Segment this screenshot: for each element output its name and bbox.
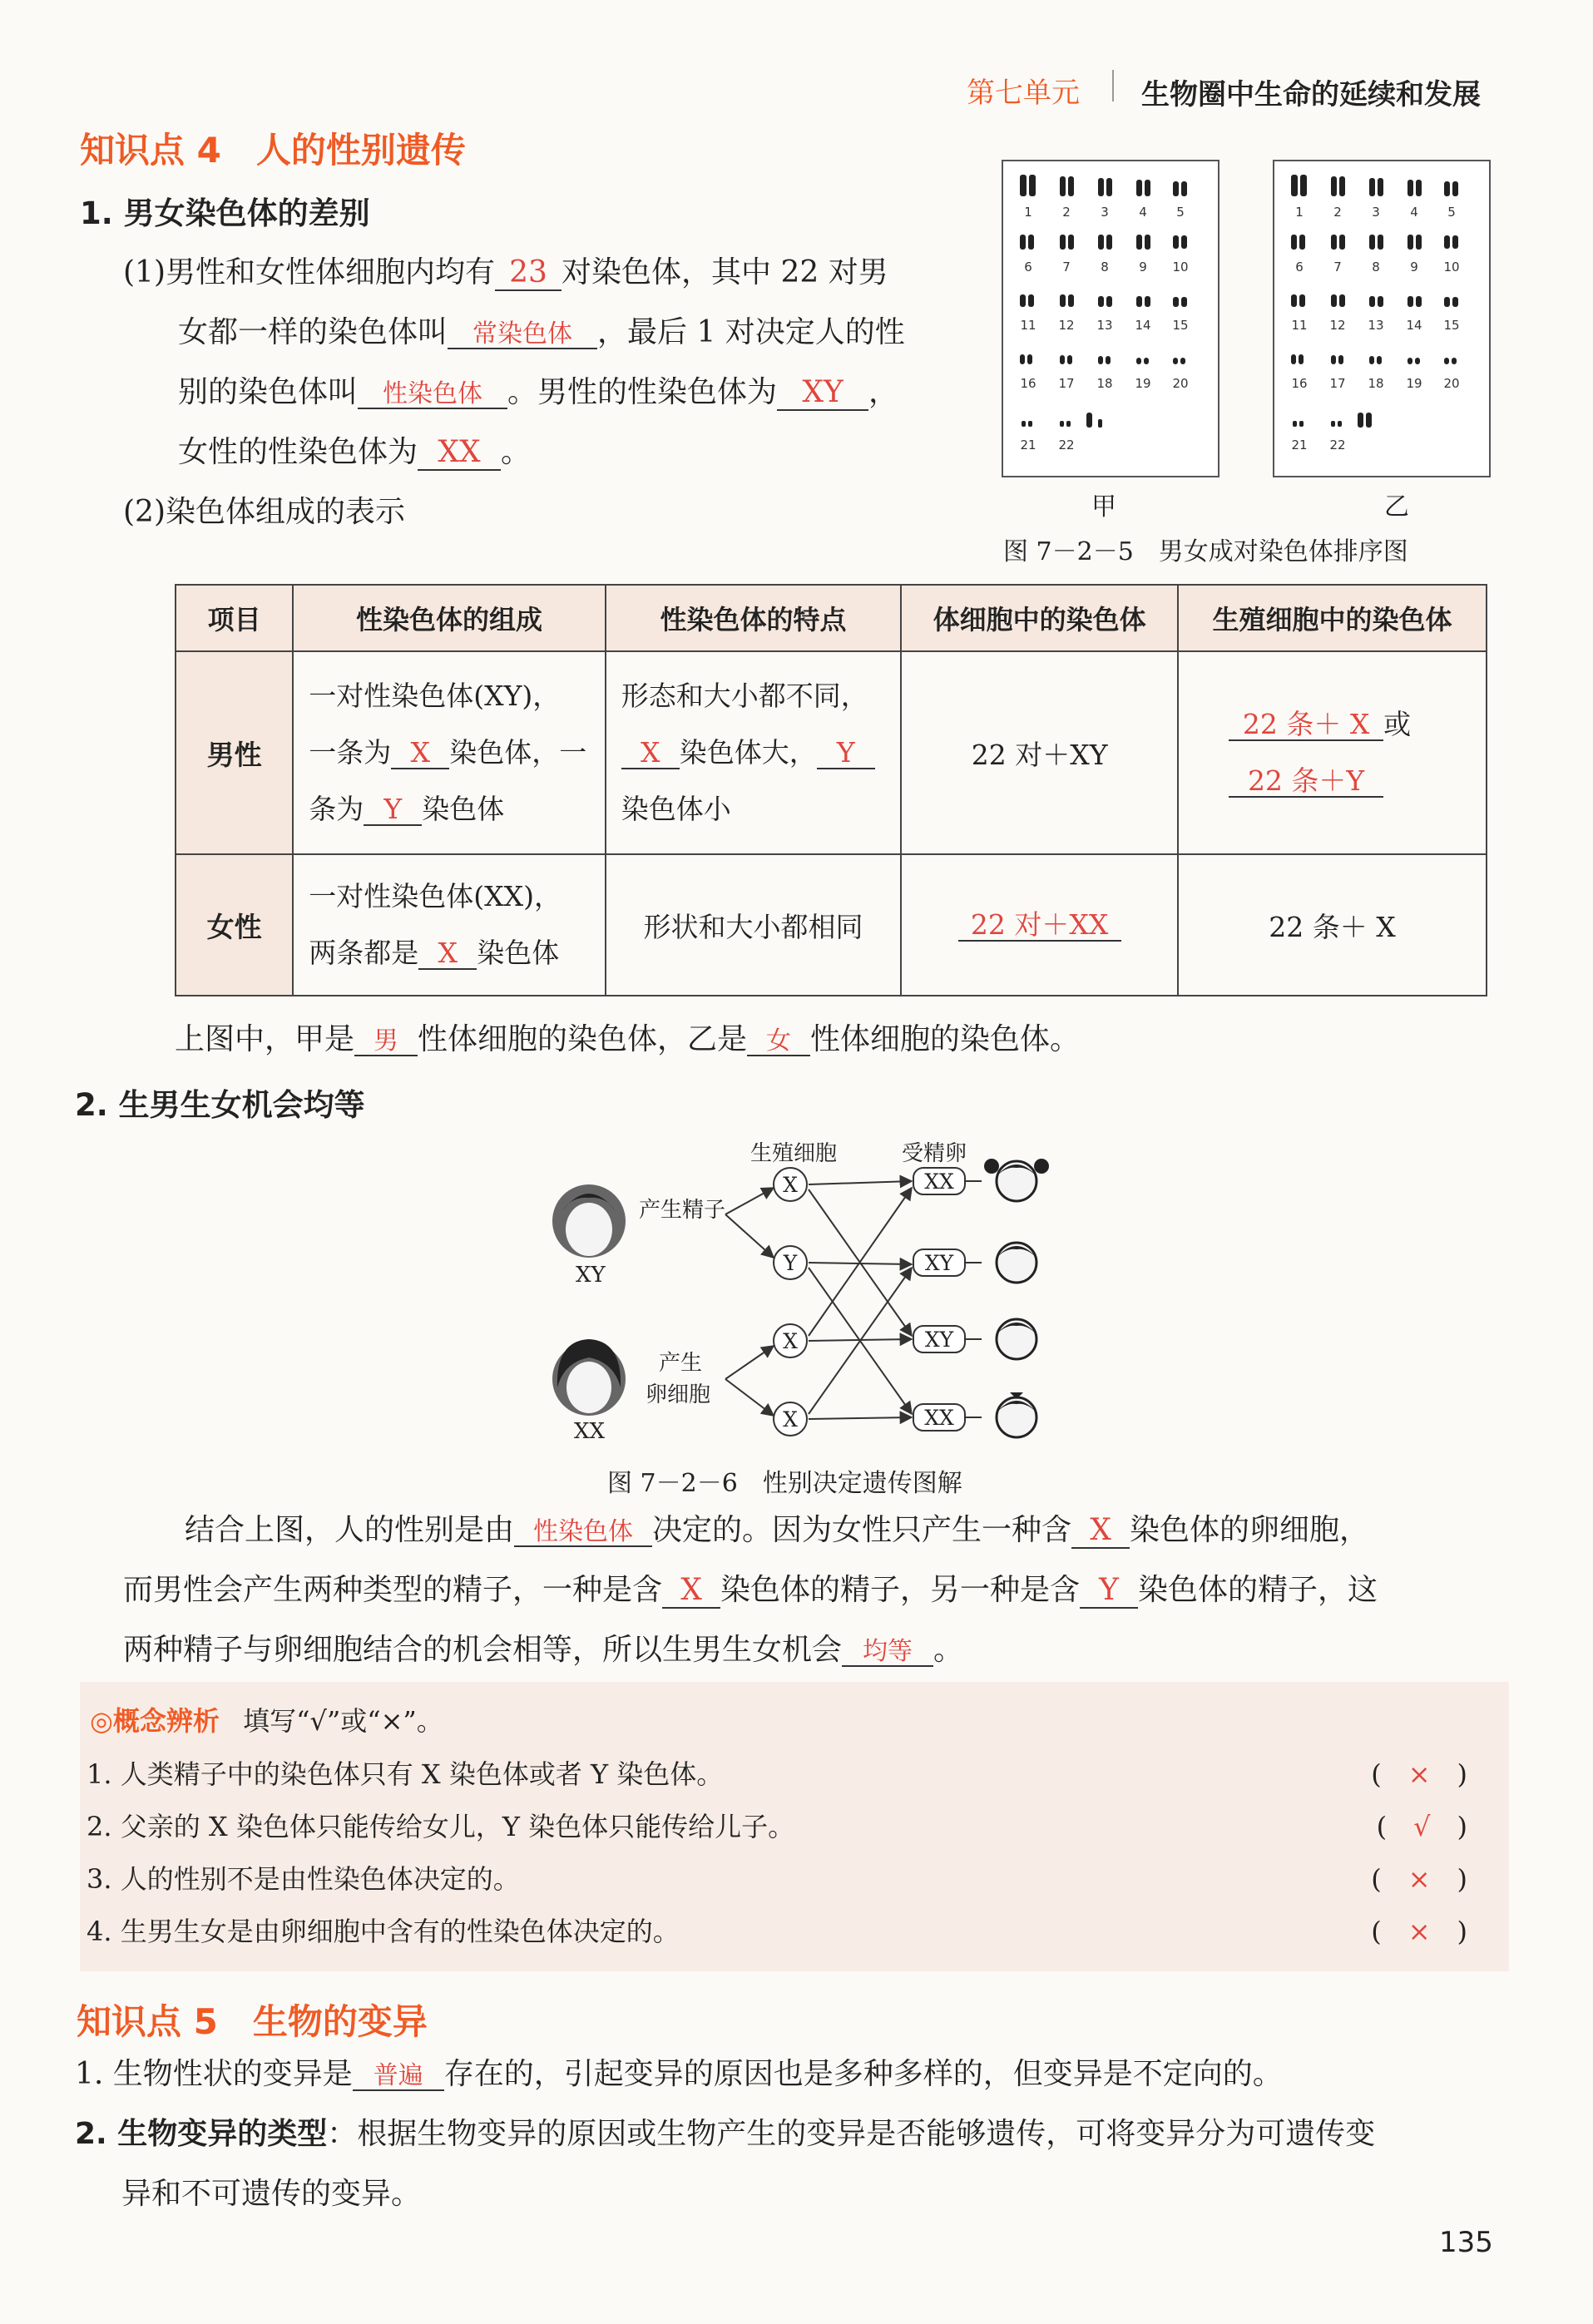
svg-text:16: 16 [1291,376,1308,391]
svg-text:22: 22 [1058,438,1075,452]
blank-xx: XX [418,436,501,471]
child-face-icons [984,1159,1049,1437]
zygote-3: XY [924,1328,954,1352]
svg-text:10: 10 [1172,260,1189,274]
row-label-female: 女性 [176,854,293,996]
blank-23: 23 [495,256,562,291]
svg-text:22: 22 [1329,438,1346,452]
table-row-female [176,854,1487,996]
svg-text:19: 19 [1406,376,1422,391]
female-somatic: 22 对＋XX [901,854,1178,996]
svg-text:3: 3 [1101,205,1109,220]
karyotype-female-panel [1273,160,1491,477]
kp4-section2-heading: 2. 生男生女机会均等 [75,1087,365,1123]
svg-text:16: 16 [1020,376,1036,391]
kp4-paragraph3: 结合上图，人的性别是由 性染色体 决定的。因为女性只产生一种含 X 染色体的卵细胞， 而男性会产生两种类型的精子，一种是含 X 染色体的精子，另一种是含 Y 染色体的精子，这 两种精子与卵细胞结合的机会相等，所以生男生女机会 均等 。 [123,1513,1378,1667]
concept-list [87,1748,1467,1958]
svg-text:13: 13 [1096,318,1113,333]
svg-text:2: 2 [1062,205,1071,220]
kp4-paragraph1: (1)男性和女性体细胞内均有 23 对染色体，其中 22 对男 女都一样的染色体叫 常染色体 ，最后 1 对决定人的性 别的染色体叫 性染色体 。男性的性染色体为 XY ， 女性的性染色体为 XX 。 [123,255,905,469]
svg-text:8: 8 [1101,260,1109,274]
figure2-caption: 图 7－2－6 性别决定遗传图解 [607,1469,962,1498]
zygote-1: XX [924,1169,954,1194]
list-item: 4. 生男生女是由卵细胞中含有的性染色体决定的。 ( × ) [87,1916,1467,1947]
diagram-mother-genotype: XX [574,1419,606,1444]
diagram-father-genotype: XY [576,1263,606,1288]
kp5-content: 1. 生物性状的变异是 普遍 存在的，引起变异的原因也是多种多样的，但变异是不定向的。 2. 生物变异的类型：根据生物变异的原因或生物产生的变异是否能够遗传，可将变异分为可遗传变 异和不可遗传的变异。 [75,2057,1376,2211]
table-header-composition: 性染色体的组成 [293,585,606,651]
svg-text:15: 15 [1443,318,1460,333]
germ-cell-4: X [783,1407,798,1431]
table-header-somatic: 体细胞中的染色体 [901,585,1178,651]
svg-text:1: 1 [1295,205,1304,220]
germ-cell-3: X [783,1329,798,1353]
svg-text:17: 17 [1329,376,1346,391]
kp4-paragraph2: (2)染色体组成的表示 [123,495,405,529]
table-header-germ: 生殖细胞中的染色体 [1178,585,1487,651]
row-label-male: 男性 [176,651,293,854]
sex-determination-diagram [532,1128,1065,1461]
figure1-label-female: 乙 [1384,492,1409,522]
svg-text:4: 4 [1410,205,1418,220]
svg-text:17: 17 [1058,376,1075,391]
svg-text:7: 7 [1062,260,1071,274]
zygote-4: XX [924,1406,954,1430]
diagram-label-sperm: 产生精子 [639,1198,726,1223]
svg-text:5: 5 [1447,205,1456,220]
svg-text:10: 10 [1443,260,1460,274]
kp4-section1-heading: 1. 男女染色体的差别 [80,195,370,231]
germ-cell-2: Y [783,1251,798,1275]
chromosome-table [175,584,1487,996]
male-germ: 22 条＋ X 或 22 条＋Y [1178,651,1487,854]
svg-text:6: 6 [1295,260,1304,274]
concept-title: ◎概念辨析 [90,1705,220,1737]
svg-text:8: 8 [1372,260,1380,274]
svg-text:6: 6 [1024,260,1032,274]
svg-text:9: 9 [1139,260,1147,274]
diagram-label-germ-cells: 生殖细胞 [750,1141,838,1166]
blank-xy: XY [777,376,868,411]
blank-sex-chromosome: 性染色体 [358,380,507,409]
svg-text:20: 20 [1172,376,1189,391]
svg-text:21: 21 [1020,438,1036,452]
svg-text:15: 15 [1172,318,1189,333]
header-title: 生物圈中生命的延续和发展 [1141,78,1481,111]
header-separator [1112,70,1114,101]
svg-text:12: 12 [1329,318,1346,333]
list-item: 2. 父亲的 X 染色体只能传给女儿，Y 染色体只能传给儿子。 ( √ ) [87,1811,1467,1842]
svg-text:19: 19 [1135,376,1151,391]
blank-autosome: 常染色体 [448,320,597,349]
svg-text:14: 14 [1135,318,1151,333]
male-features: 形态和大小都不同， X 染色体大， Y 染色体小 [606,651,901,854]
kp4-title: 知识点 4 人的性别遗传 [80,130,466,171]
svg-text:20: 20 [1443,376,1460,391]
svg-text:2: 2 [1333,205,1342,220]
concept-header [90,1700,443,1738]
svg-text:11: 11 [1020,318,1036,333]
table-header-item: 项目 [176,585,293,651]
svg-text:21: 21 [1291,438,1308,452]
list-item: 1. 人类精子中的染色体只有 X 染色体或者 Y 染色体。 ( × ) [87,1758,1467,1790]
karyotype-male-panel [1002,160,1219,477]
karyotype-male-image [1003,161,1218,476]
table-row-male [176,651,1487,854]
svg-text:11: 11 [1291,318,1308,333]
svg-text:5: 5 [1176,205,1185,220]
germ-cell-1: X [783,1173,798,1197]
figure1-caption: 图 7－2－5 男女成对染色体排序图 [1003,537,1408,566]
table-header-features: 性染色体的特点 [606,585,901,651]
svg-text:18: 18 [1368,376,1384,391]
concept-instruction: 填写“√”或“×”。 [243,1705,443,1737]
diagram-label-zygote: 受精卵 [902,1141,967,1166]
header-unit: 第七单元 [967,77,1080,110]
svg-text:3: 3 [1372,205,1380,220]
list-item: 3. 人的性别不是由性染色体决定的。 ( × ) [87,1863,1467,1895]
diagram-label-egg-2: 卵细胞 [646,1382,711,1407]
diagram-label-egg-1: 产生 [659,1351,703,1376]
female-composition: 一对性染色体(XX)， 两条都是 X 染色体 [293,854,606,996]
svg-text:1: 1 [1024,205,1032,220]
svg-text:14: 14 [1406,318,1422,333]
svg-text:12: 12 [1058,318,1075,333]
male-somatic: 22 对＋XY [901,651,1178,854]
after-table-sentence: 上图中，甲是 男 性体细胞的染色体，乙是 女 性体细胞的染色体。 [175,1022,1081,1056]
svg-text:9: 9 [1410,260,1418,274]
figure1-label-male: 甲 [1091,492,1116,522]
svg-text:4: 4 [1139,205,1147,220]
svg-text:7: 7 [1333,260,1342,274]
sex-determination-svg [532,1128,1065,1461]
karyotype-female-image [1274,161,1489,476]
kp5-title: 知识点 5 生物的变异 [77,2001,428,2042]
svg-text:18: 18 [1096,376,1113,391]
female-features: 形状和大小都相同 [606,854,901,996]
zygote-2: XY [924,1251,954,1275]
page-number: 135 [1439,2226,1493,2259]
male-composition: 一对性染色体(XY)， 一条为 X 染色体，一 条为 Y 染色体 [293,651,606,854]
svg-text:13: 13 [1368,318,1384,333]
female-germ: 22 条＋ X [1178,854,1487,996]
